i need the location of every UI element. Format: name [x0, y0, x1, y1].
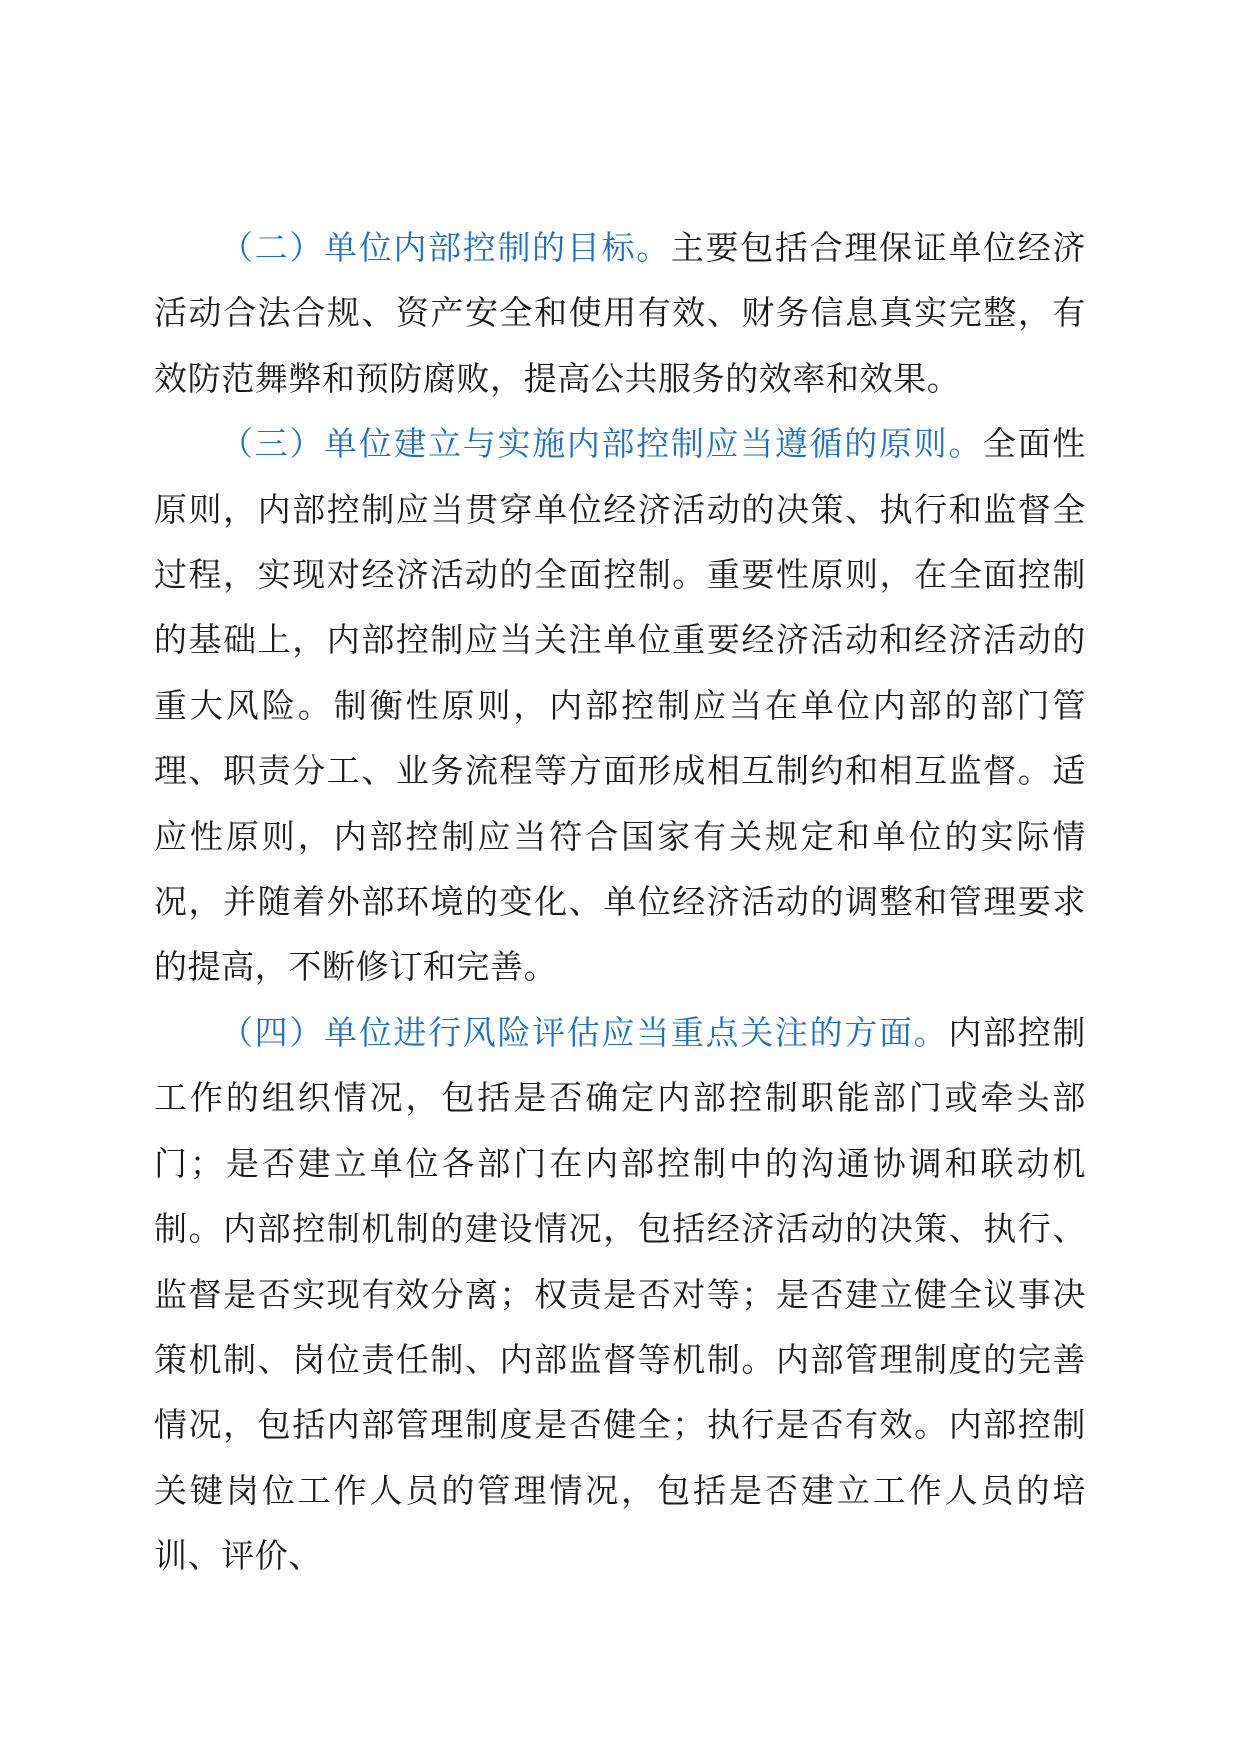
paragraph-principles [154, 411, 1086, 1000]
section-heading-2: （二）单位内部控制的目标。 [220, 228, 671, 267]
section-body-4: 内部控制工作的组织情况，包括是否确定内部控制职能部门或牵头部门；是否建立单位各部门在内部控制中的沟通协调和联动机制。内部控制机制的建设情况，包括经济活动的决策、执行、监督是否实现有效分离；权责是否对等；是否建立健全议事决策机制、岗位责任制、内部监督等机制。内部管理制度的完善情况，包括内部管理制度是否健全；执行是否有效。内部控制关键岗位工作人员的管理情况，包括是否建立工作人员的培训、评价、 [154, 1012, 1086, 1576]
section-body-2: 主要包括合理保证单位经济活动合法合规、资产安全和使用有效、财务信息真实完整，有效防范舞弊和预防腐败，提高公共服务的效率和效果。 [154, 228, 1086, 398]
section-body-3: 全面性原则，内部控制应当贯穿单位经济活动的决策、执行和监督全过程，实现对经济活动的全面控制。重要性原则，在全面控制的基础上，内部控制应当关注单位重要经济活动和经济活动的重大风险。制衡性原则，内部控制应当在单位内部的部门管理、职责分工、业务流程等方面形成相互制约和相互监督。适应性原则，内部控制应当符合国家有关规定和单位的实际情况，并随着外部环境的变化、单位经济活动的调整和管理要求的提高，不断修订和完善。 [154, 424, 1086, 987]
section-heading-4: （四）单位进行风险评估应当重点关注的方面。 [220, 1012, 949, 1052]
section-heading-3: （三）单位建立与实施内部控制应当遵循的原则。 [220, 424, 984, 464]
paragraph-objectives [154, 215, 1086, 411]
document-page [154, 215, 1086, 1589]
paragraph-risk-assessment [154, 1000, 1086, 1589]
